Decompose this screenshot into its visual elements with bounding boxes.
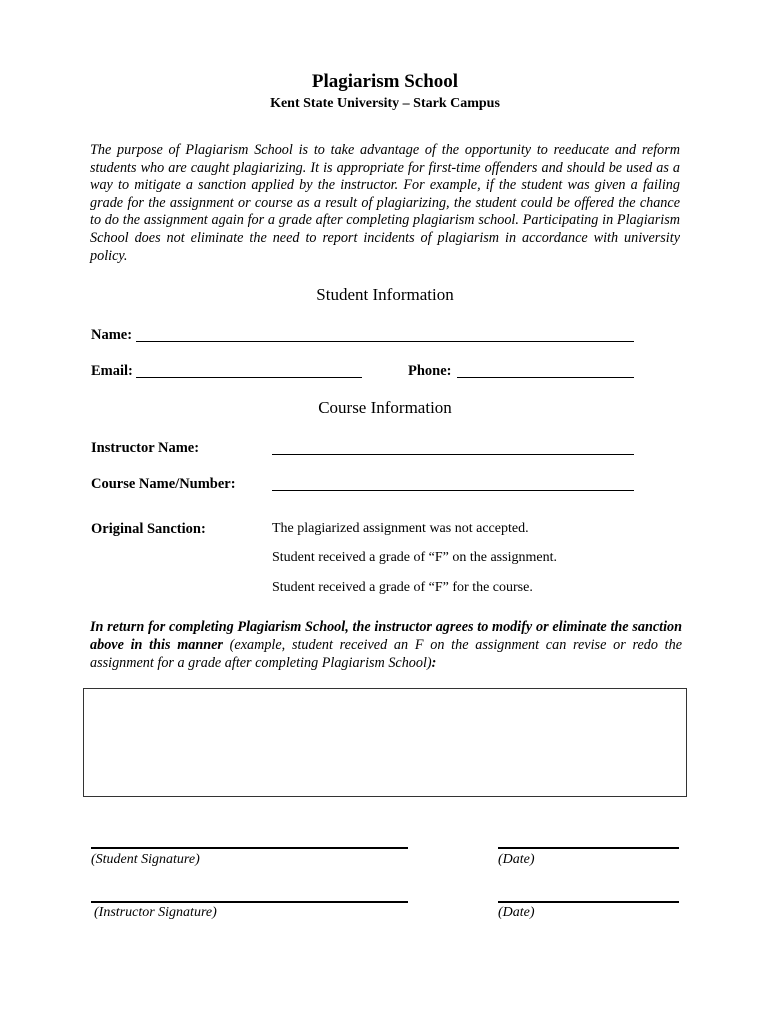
agreement-colon: : xyxy=(431,655,437,671)
original-sanction-label: Original Sanction: xyxy=(91,521,206,537)
agreement-example-text: (example, student received an F on the assignment can revise or redo the assignment for a grade after completing Plagiarism School) xyxy=(90,637,682,671)
instructor-date-line[interactable] xyxy=(498,901,679,903)
phone-label: Phone: xyxy=(408,363,452,379)
student-date-line[interactable] xyxy=(498,847,679,849)
student-date-label: (Date) xyxy=(498,852,535,867)
instructor-signature-line[interactable] xyxy=(91,901,408,903)
email-field[interactable] xyxy=(136,377,362,378)
page-subtitle: Kent State University – Stark Campus xyxy=(270,96,500,111)
sanction-modification-box[interactable] xyxy=(83,688,687,797)
page-title: Plagiarism School xyxy=(311,71,459,92)
instructor-date-label: (Date) xyxy=(498,905,535,920)
instructor-name-label: Instructor Name: xyxy=(91,440,200,456)
name-field[interactable] xyxy=(136,341,634,342)
sanction-option[interactable]: Student received a grade of “F” on the assignment. xyxy=(272,550,557,565)
student-info-heading: Student Information xyxy=(316,285,454,304)
student-signature-line[interactable] xyxy=(91,847,408,849)
intro-paragraph: The purpose of Plagiarism School is to take advantage of the opportunity to reeducate and reform students who are caught plagiarizing. It is appropriate for first-time offenders and should be used as a way to mitigate a sanction applied by the instructor. For example, if the student was given a failing grade for the assignment or course as a result of plagiarizing, the student could be offered the chance to do the assignment again for a grade after completing plagiarism school. Participating in Plagiarism School does not eliminate the need to report incidents of plagiarism in accordance with university policy. xyxy=(90,142,680,264)
course-name-field[interactable] xyxy=(272,490,634,491)
email-label: Email: xyxy=(91,363,133,379)
course-info-heading: Course Information xyxy=(318,398,452,417)
instructor-name-field[interactable] xyxy=(272,454,634,455)
student-signature-label: (Student Signature) xyxy=(91,852,200,867)
name-label: Name: xyxy=(91,327,133,343)
course-name-label: Course Name/Number: xyxy=(91,476,236,492)
phone-field[interactable] xyxy=(457,377,634,378)
sanction-option[interactable]: The plagiarized assignment was not accepted. xyxy=(272,521,529,536)
agreement-paragraph xyxy=(90,618,682,672)
sanction-option[interactable]: Student received a grade of “F” for the course. xyxy=(272,580,533,595)
agreement-bold-text: In return for completing Plagiarism School, the instructor agrees to modify or eliminate the sanction above in this manner xyxy=(90,619,682,653)
instructor-signature-label: (Instructor Signature) xyxy=(94,905,217,920)
